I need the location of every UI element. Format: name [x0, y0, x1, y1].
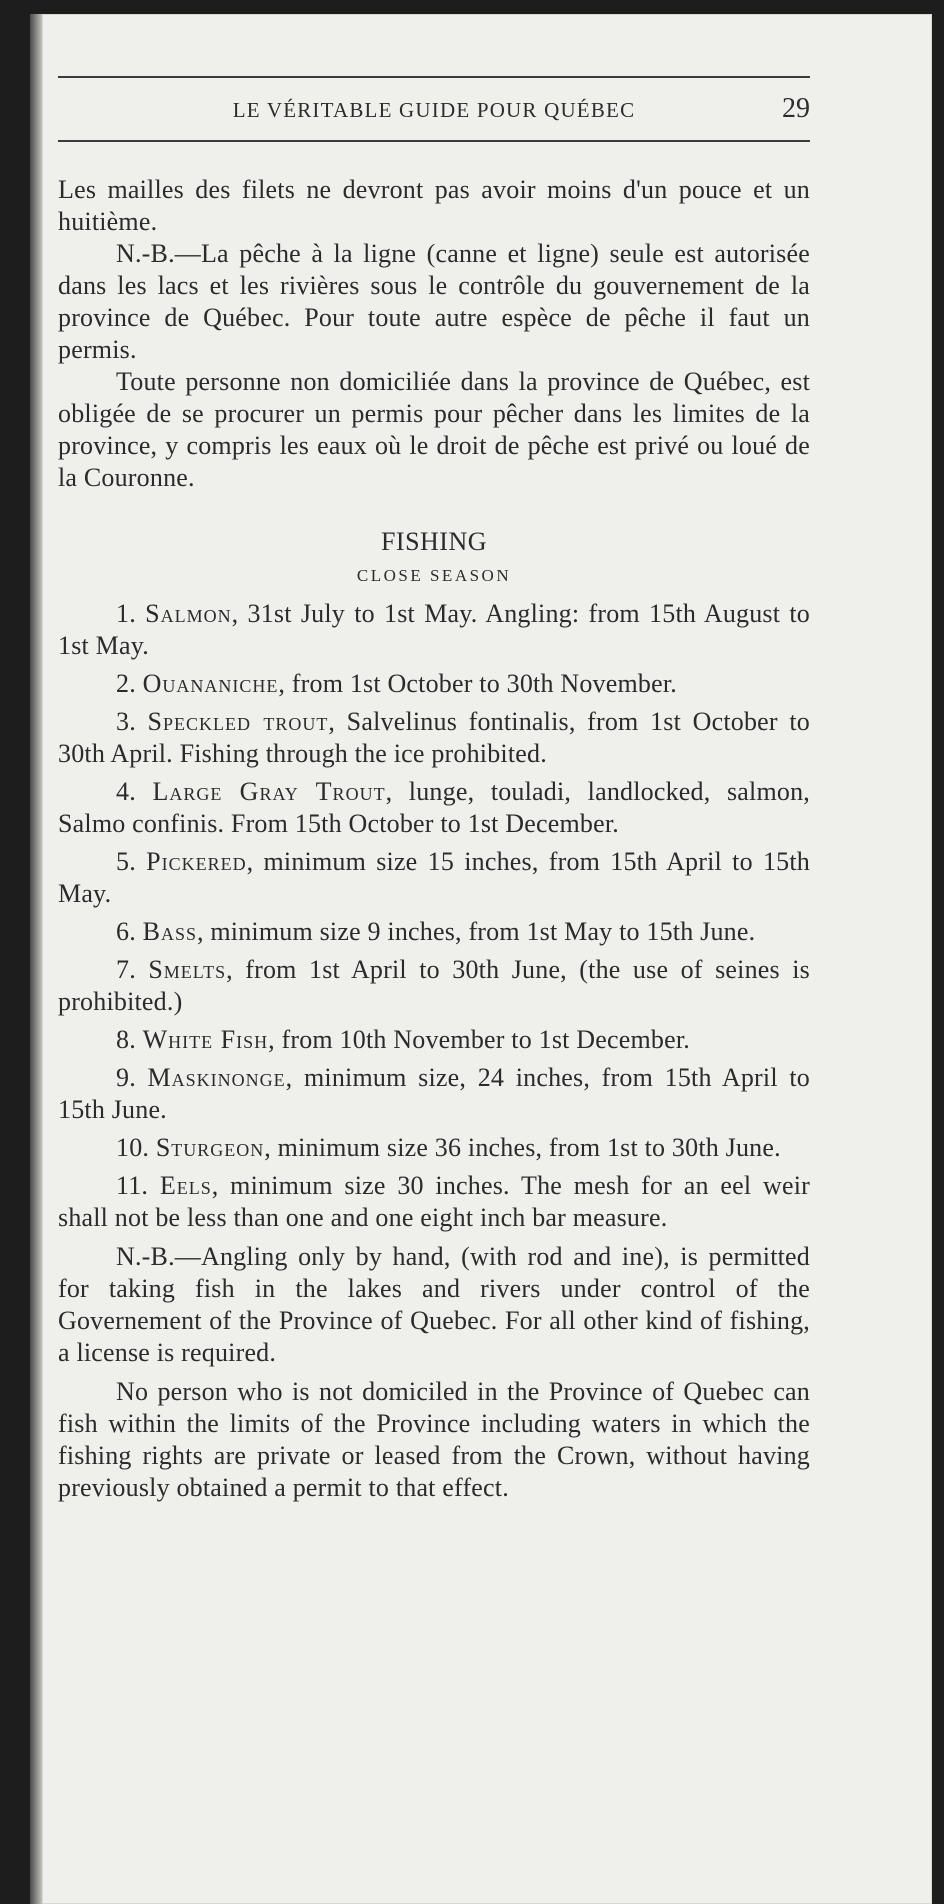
season-item-text: , lunge, touladi, landlocked, salmon, Salmo confinis. From 15th October to 1st December.	[58, 777, 810, 838]
season-item-number: 9.	[116, 1063, 136, 1092]
season-item	[58, 1170, 810, 1234]
season-item-number: 3.	[116, 707, 136, 736]
header-bottom-rule	[58, 140, 810, 142]
season-item-text: , 31st July to 1st May. Angling: from 15th August to 1st May.	[58, 599, 810, 660]
season-item	[58, 954, 810, 1018]
season-item-text: , from 10th November to 1st December.	[268, 1025, 690, 1054]
season-item-number: 5.	[116, 847, 136, 876]
fish-name: Pickered	[146, 847, 247, 876]
fish-name: Speckled trout	[147, 707, 329, 736]
page-number: 29	[782, 93, 810, 124]
english-final-paragraph: No person who is not domiciled in the Province of Quebec can fish within the limits of the Province including waters in which the fishing rights are private or leased from the Crown, without having previously obtained a permit to that effect.	[58, 1377, 810, 1502]
season-item-text: , from 1st October to 30th November.	[278, 669, 677, 698]
fish-name: Sturgeon	[155, 1133, 265, 1162]
fish-name: Large Gray Trout	[152, 777, 386, 806]
season-item-text: , from 1st April to 30th June, (the use of seines is prohibited.)	[58, 955, 810, 1016]
season-item	[58, 1132, 810, 1164]
close-season-subheading: CLOSE SEASON	[356, 566, 512, 585]
season-item-text: , minimum size, 24 inches, from 15th April to 15th June.	[58, 1063, 810, 1124]
season-item-text: , minimum size 30 inches. The mesh for an eel weir shall not be less than one and one eight inch bar measure.	[58, 1171, 811, 1232]
fish-name: Smelts	[148, 955, 227, 984]
english-note-paragraph: N.-B.—Angling only by hand, (with rod and ine), is permitted for taking fish in the lakes and rivers under control of the Governement of the Province of Quebec. For all other kind of fishing, a license is required.	[58, 1242, 810, 1367]
season-item	[58, 916, 810, 948]
season-item-number: 7.	[116, 955, 136, 984]
season-item	[58, 668, 810, 700]
header-top-rule	[58, 76, 810, 78]
season-item	[58, 1024, 810, 1056]
fish-name: Salmon	[145, 599, 232, 628]
season-item-number: 10.	[116, 1133, 150, 1162]
season-item-number: 4.	[116, 777, 136, 806]
running-head	[58, 93, 810, 126]
season-item	[58, 706, 810, 770]
season-item	[58, 846, 810, 910]
season-item	[58, 1062, 810, 1126]
season-item-number: 8.	[116, 1025, 136, 1054]
season-item-text: , minimum size 15 inches, from 15th April to 15th May.	[58, 847, 810, 908]
season-item-number: 6.	[116, 917, 136, 946]
fishing-heading: FISHING	[380, 527, 488, 556]
fish-name: Ouananiche	[142, 669, 279, 698]
page-content	[58, 174, 810, 1504]
season-item-number: 2.	[116, 669, 136, 698]
fish-name: Bass	[142, 917, 197, 946]
french-paragraph-2: N.-B.—La pêche à la ligne (canne et ligne) seule est autorisée dans les lacs et les rivières sous le contrôle du gouvernement de la province de Québec. Pour toute autre espèce de pêche il faut un permis.	[58, 239, 810, 364]
fish-name: Eels	[159, 1171, 212, 1200]
season-item-text: , Salvelinus fontinalis, from 1st October to 30th April. Fishing through the ice prohibited.	[58, 707, 810, 768]
french-paragraph-3: Toute personne non domiciliée dans la province de Québec, est obligée de se procurer un permis pour pêcher dans les limites de la province, y compris les eaux où le droit de pêche est privé ou loué de la Couronne.	[58, 367, 810, 492]
fish-name: Maskinonge	[147, 1063, 286, 1092]
season-item	[58, 776, 810, 840]
french-paragraph-1: Les mailles des filets ne devront pas avoir moins d'un pouce et un huitième.	[58, 175, 810, 236]
fish-name: White Fish	[142, 1025, 269, 1054]
season-item-text: , minimum size 9 inches, from 1st May to 15th June.	[196, 917, 756, 946]
season-item-number: 1.	[116, 599, 136, 628]
season-item-number: 11.	[116, 1171, 149, 1200]
season-item-text: , minimum size 36 inches, from 1st to 30th June.	[264, 1133, 781, 1162]
season-item	[58, 598, 810, 662]
running-head-title: LE VÉRITABLE GUIDE POUR QUÉBEC	[232, 98, 636, 122]
